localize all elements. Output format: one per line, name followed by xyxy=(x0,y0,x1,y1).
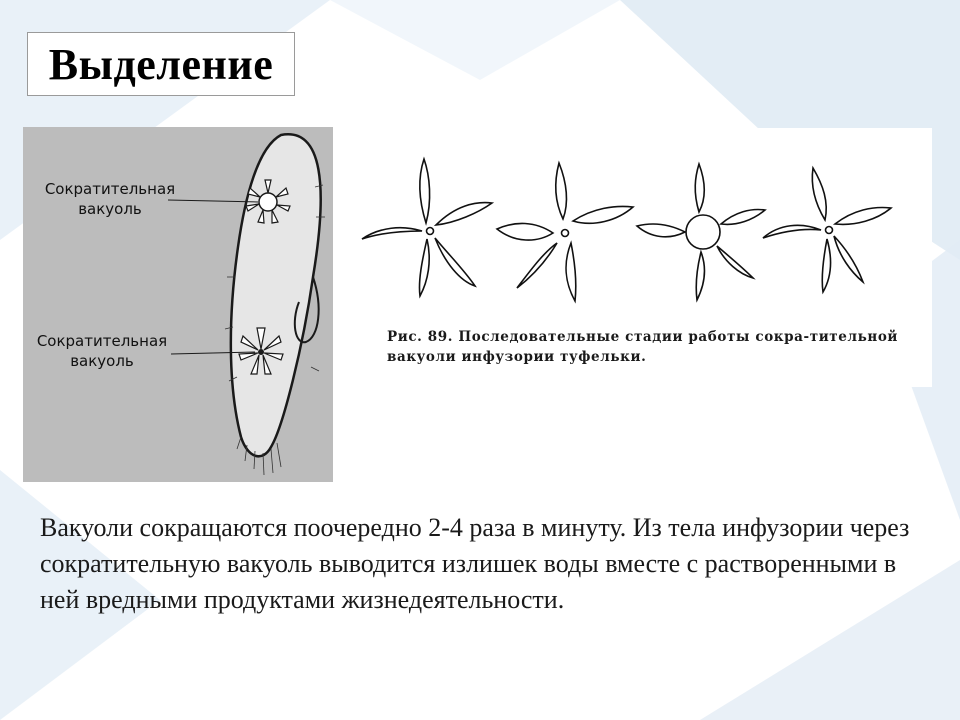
stage-2 xyxy=(497,163,633,301)
label-contractile-vacuole-top: Сократительная вакуоль xyxy=(44,180,176,219)
slide-title: Выделение xyxy=(48,39,274,89)
stage-3 xyxy=(637,164,765,300)
paramecium-figure xyxy=(23,127,333,482)
label-contractile-vacuole-bottom: Сократительная вакуоль xyxy=(36,332,168,371)
vacuole-stages-figure xyxy=(345,128,932,387)
body-paragraph: Вакуоли сокращаются поочередно 2-4 раза в минуту. Из тела инфузории через сократительную вакуоль выводится излишек воды вместе с растворенными в ней вредными продуктами жизнедеятельности. xyxy=(40,513,910,614)
title-box xyxy=(27,32,295,96)
stage-1 xyxy=(362,159,492,296)
vacuole-stages-drawing xyxy=(345,128,932,328)
figure-caption: Рис. 89. Последовательные стадии работы сокра-тительной вакуоли инфузории туфельки. xyxy=(387,329,899,365)
stage-4 xyxy=(763,168,891,292)
